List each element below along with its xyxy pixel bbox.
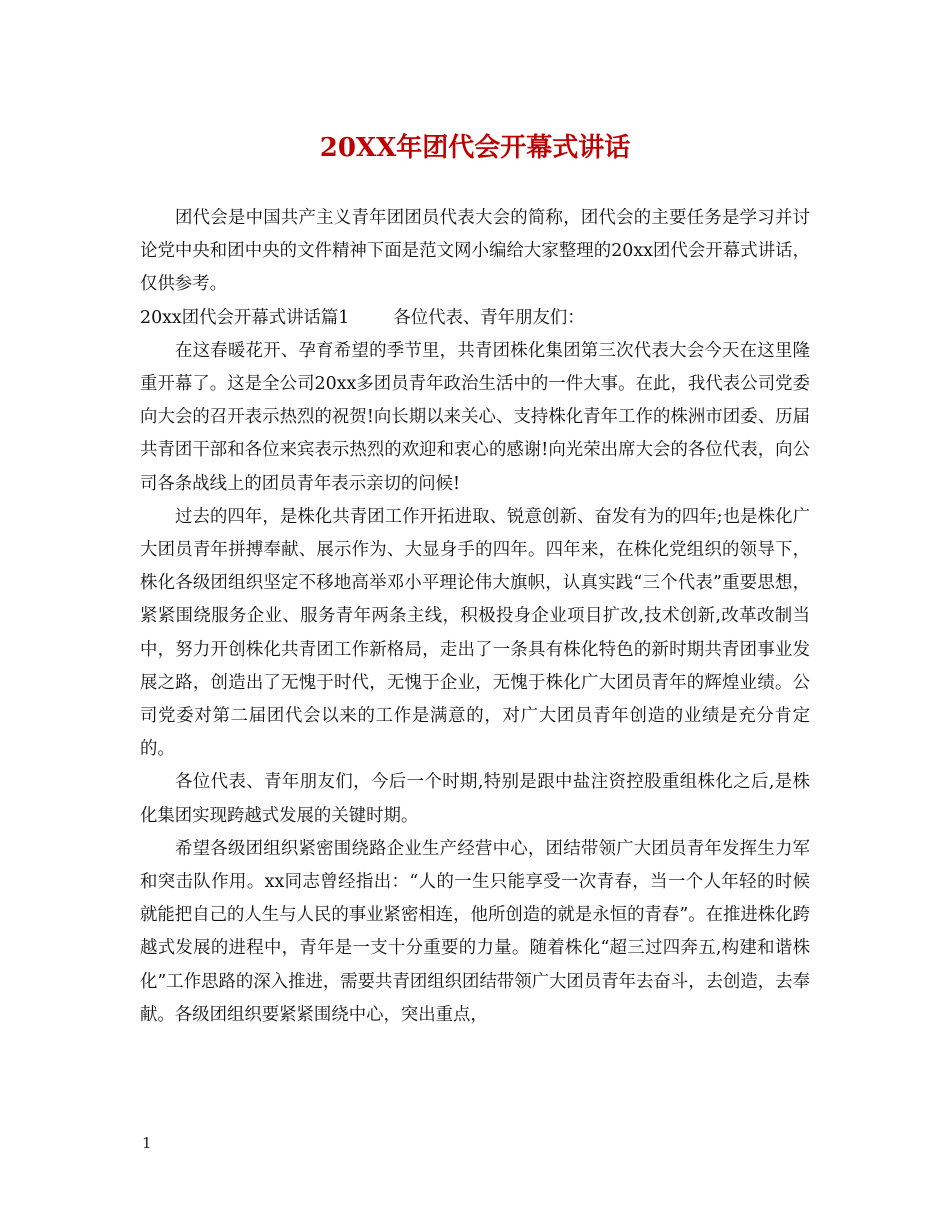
salutation: 各位代表、青年朋友们： [393, 307, 585, 328]
body-paragraph-2: 过去的四年，是株化共青团工作开拓进取、锐意创新、奋发有为的四年;也是株化广大团员青年拼搏奉献、展示作为、大显身手的四年。四年来，在株化党组织的领导下，株化各级团组织坚定不移地高举邓小平理论伟大旗帜，认真实践“三个代表”重要思想，紧紧围绕服务企业、服务青年两条主线，积极投身企业项目扩改,技术创新,改革改制当中，努力开创株化共青团工作新格局，走出了一条具有株化特色的新时期共青团事业发展之路，创造出了无愧于时代，无愧于企业，无愧于株化广大团员青年的辉煌业绩。公司党委对第二届团代会以来的工作是满意的，对广大团员青年创造的业绩是充分肯定的。 [140, 506, 810, 760]
body-paragraph-4: 希望各级团组织紧密围绕路企业生产经营中心，团结带领广大团员青年发挥生力军和突击队作用。xx同志曾经指出：“人的一生只能享受一次青春，当一个人年轻的时候就能把自己的人生与人民的事业紧密相连，他所创造的就是永恒的青春”。在推进株化跨越式发展的进程中，青年是一支十分重要的力量。随着株化“超三过四奔五,构建和谐株化”工作思路的深入推进，需要共青团组织团结带领广大团员青年去奋斗，去创造，去奉献。各级团组织要紧紧围绕中心，突出重点， [140, 838, 810, 1025]
document-body [140, 202, 810, 1032]
intro-paragraph: 团代会是中国共产主义青年团团员代表大会的简称，团代会的主要任务是学习并讨论党中央和团中央的文件精神下面是范文网小编给大家整理的20xx团代会开幕式讲话，仅供参考。 [140, 208, 810, 295]
body-paragraph-3: 各位代表、青年朋友们，今后一个时期,特别是跟中盐注资控股重组株化之后,是株化集团实现跨越式发展的关键时期。 [140, 772, 810, 826]
section-heading-line [140, 302, 810, 335]
body-paragraph-1: 在这春暖花开、孕育希望的季节里，共青团株化集团第三次代表大会今天在这里隆重开幕了。这是全公司20xx多团员青年政治生活中的一件大事。在此，我代表公司党委向大会的召开表示热烈的祝贺!向长期以来关心、支持株化青年工作的株洲市团委、历届共青团干部和各位来宾表示热烈的欢迎和衷心的感谢!向光荣出席大会的各位代表，向公司各条战线上的团员青年表示亲切的问候! [140, 340, 810, 494]
document-title: 20XX年团代会开幕式讲话 [319, 133, 631, 163]
section-heading: 20xx团代会开幕式讲话篇1 [140, 307, 350, 328]
page-number: 1 [142, 1134, 152, 1152]
